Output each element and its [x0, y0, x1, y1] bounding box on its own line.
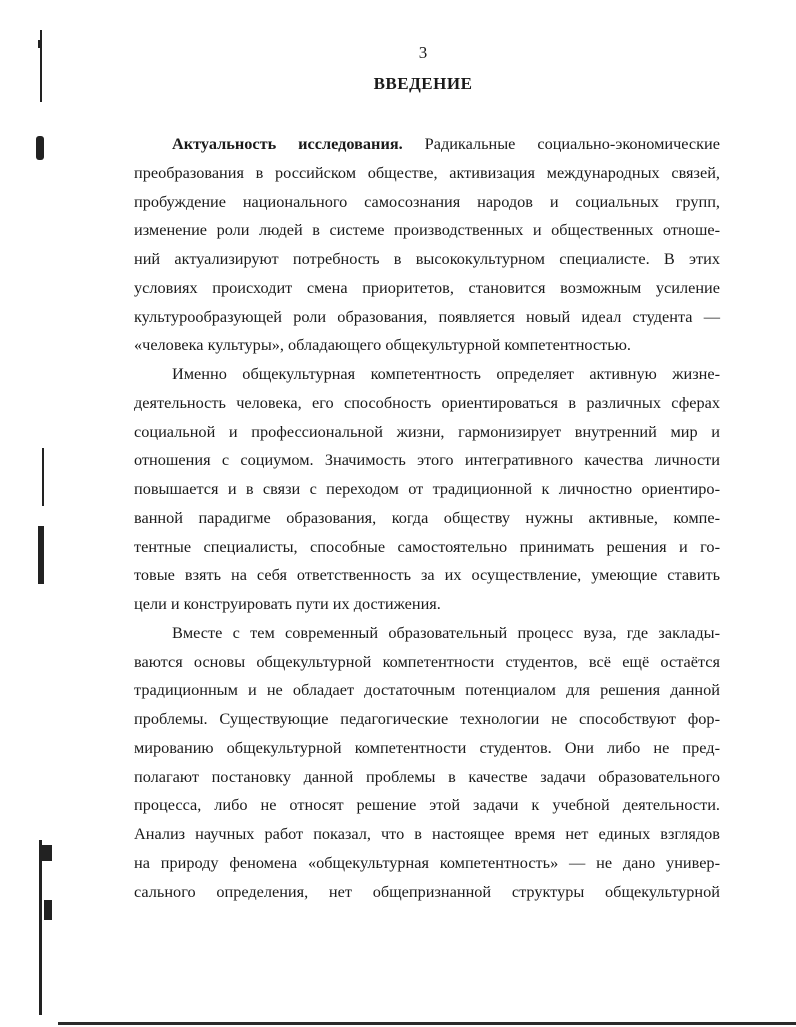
text-line: пробуждение национального самосознания народов и социальных групп, [134, 191, 720, 211]
text-line: на природу феномена «общекультурная компетентность» — не дано универ- [134, 852, 720, 872]
text-line: процесса, либо не относят решение этой задачи к учебной деятельности. [134, 795, 720, 815]
bottom-rule [58, 1022, 796, 1025]
text-line: сального определения, нет общепризнанной структуры общекультурной [134, 881, 720, 901]
text-line: полагают постановку данной проблемы в качестве задачи образовательного [134, 766, 720, 786]
text-line: деятельность человека, его способность ориентироваться в различных сферах [134, 392, 720, 412]
text-line: Актуальность исследования. Радикальные социально-экономические [172, 134, 720, 153]
text-line: изменение роли людей в системе производственных и общественных отноше- [134, 220, 720, 240]
text-line: Анализ научных работ показал, что в настоящее время нет единых взглядов [134, 824, 720, 843]
text-line: ванной парадигме образования, когда обществу нужны активные, компе- [134, 507, 720, 527]
text-line: условиях происходит смена приоритетов, становится возможным усиление [134, 277, 720, 297]
text-line: Именно общекультурная компетентность определяет активную жизне- [172, 364, 720, 383]
text-line: ваются основы общекультурной компетентности студентов, всё ещё остаётся [134, 651, 720, 671]
text-line: культурообразующей роли образования, появляется новый идеал студента — [134, 306, 720, 326]
text-line: тентные специалисты, способные самостоятельно принимать решения и го- [134, 536, 720, 556]
text-line: преобразования в российском обществе, активизация международных связей, [134, 162, 720, 182]
page-number: 3 [418, 43, 428, 62]
text-line: социальной и профессиональной жизни, гармонизирует внутренний мир и [134, 421, 720, 441]
text-line: отношения с социумом. Значимость этого интегративного качества личности [134, 450, 720, 470]
text-line: товые взять на себя ответственность за их осуществление, умеющие ставить [134, 565, 720, 585]
page-heading: ВВЕДЕНИЕ [373, 74, 473, 93]
text-line: Вместе с тем современный образовательный процесс вуза, где заклады- [172, 622, 720, 642]
lead-phrase: Актуальность исследования. [172, 134, 403, 153]
text-line: проблемы. Существующие педагогические технологии не способствуют фор- [134, 709, 720, 728]
document-body [134, 130, 720, 906]
text-line: «человека культуры», обладающего общекультурной компетентностью. [134, 335, 631, 355]
text-line: мированию общекультурной компетентности студентов. Они либо не пред- [134, 737, 720, 757]
text-line: традиционным и не обладает достаточным потенциалом для решения данной [134, 680, 720, 700]
text-line: ний актуализируют потребность в высококультурном специалисте. В этих [134, 249, 720, 268]
text-line: повышается и в связи с переходом от традиционной к личностно ориентиро- [134, 479, 720, 498]
text-line: цели и конструировать пути их достижения. [134, 594, 441, 613]
